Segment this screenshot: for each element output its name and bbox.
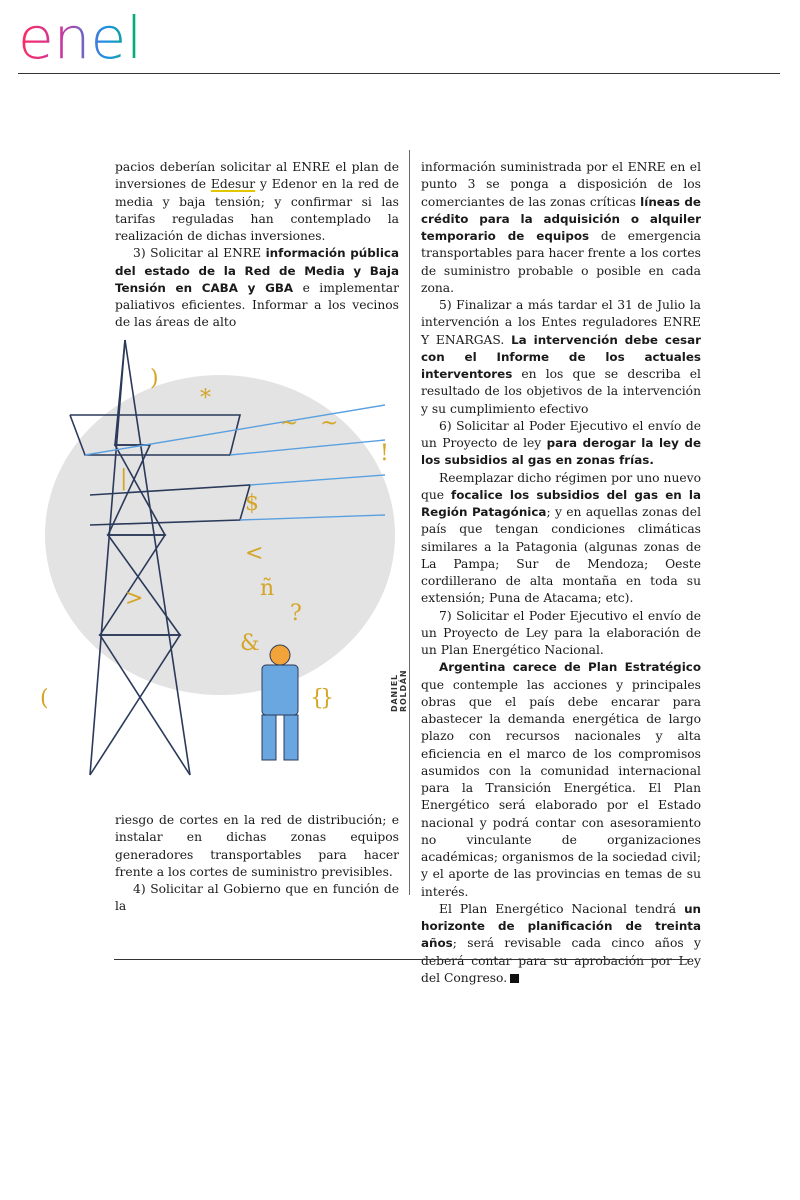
symbol-question: ? <box>290 601 302 626</box>
paragraph <box>421 659 701 901</box>
text-run: pacios deberían solicitar al ENRE el plan de inversiones de <box>115 160 399 192</box>
bold-text: La intervención debe cesar con el Informe de los actuales interventores <box>421 332 701 381</box>
paragraph <box>421 901 701 987</box>
symbol-brace-right: } <box>320 686 334 711</box>
symbol-paren: ( <box>40 686 49 711</box>
text-run: 3) Solicitar al ENRE <box>133 246 266 261</box>
symbol-dollar: $ <box>245 491 259 516</box>
logo-text: enel <box>18 6 143 66</box>
column-divider <box>409 150 410 895</box>
symbol-tilde-1: ~ <box>280 411 299 436</box>
paragraph <box>115 245 399 331</box>
bold-text: para derogar la ley de los subsidios al gas en zonas frías. <box>421 436 702 468</box>
footer-rule <box>114 959 690 960</box>
text-run: ; y en aquellas zonas del país que tengan condiciones climáticas similares a la Patagonia (algunas zonas de La Pampa; Sur de Mendoza; Oeste cordillerano de alta montaña en toda su extensión; Puna de Atacama; etc). <box>421 505 701 606</box>
symbol-enye: ñ <box>260 576 275 601</box>
symbol-brace-left: { <box>310 686 324 711</box>
text-run: y Edenor en la red de media y baja tensión; y confirmar si las tarifas reguladas han contemplado la realización de dichas inversiones. <box>115 177 399 243</box>
bold-text: información pública del estado de la Red de Media y Baja Tensión en CABA y GBA <box>115 246 399 295</box>
symbol-close-paren: ) <box>150 366 159 391</box>
symbol-tilde-2: ~ <box>320 411 339 436</box>
paragraph <box>421 470 701 608</box>
power-tower-illustration <box>30 335 410 795</box>
symbol-asterisk: * <box>200 386 211 411</box>
symbol-exclamation: ! <box>380 441 389 466</box>
symbol-ampersand: & <box>240 631 260 656</box>
text-run: en los que se describa el resultado de los objetivos de la intervención y su cumplimiento efectivo <box>421 367 701 416</box>
text-run: ; será revisable cada cinco años y deberá contar para su aprobación por Ley del Congreso. <box>421 936 701 985</box>
paragraph <box>421 608 701 660</box>
left-column-bottom <box>115 812 399 916</box>
text-run: de emergencia transportables para hacer frente a los cortes de suministro probable o posible en cada zona. <box>421 229 702 295</box>
symbol-bar: | <box>120 466 128 491</box>
symbol-greater-than: > <box>125 586 144 611</box>
text-run: 7) Solicitar el Poder Ejecutivo el envío de un Proyecto de Ley para la elaboración de un Plan Energético Nacional. <box>421 608 701 657</box>
left-column-top <box>115 159 399 332</box>
text-run: El Plan Energético Nacional tendrá <box>439 901 685 916</box>
bold-text: focalice los subsidios del gas en la Región Patagónica <box>421 487 701 519</box>
header-rule <box>18 73 780 74</box>
bold-text: un horizonte de planificación de treinta años <box>421 901 701 951</box>
text-run: 4) Solicitar al Gobierno que en función de la <box>115 882 399 914</box>
text-run: riesgo de cortes en la red de distribución; e instalar en dichas zonas equipos generadores transportables para hacer frente a los cortes de suministro previsibles. <box>115 813 399 879</box>
paragraph <box>421 418 701 470</box>
illustration-credit: DANIEL ROLDÁN <box>390 669 408 712</box>
text-run: Edesur <box>210 177 256 192</box>
text-run: que contemple las acciones y principales obras que el país debe encarar para abastecer la demanda energética de largo plazo con recursos nacionales y alta eficiencia en el marco de los compromisos asumidos con la comunidad internacional para la Transición Energética. El Plan Energético será elaborado por el Estado nacional y podrá contar con asesoramiento no vinculante de organizaciones académicas; organismos de la sociedad civil; y el aporte de las provincias en temas de su interés. <box>421 677 701 899</box>
paragraph <box>421 159 701 297</box>
symbol-less-than: < <box>245 541 264 566</box>
background-texture <box>45 375 395 695</box>
bold-text: líneas de crédito para la adquisición o alquiler temporario de equipos <box>421 194 701 243</box>
text-run: 6) Solicitar al Poder Ejecutivo el envío de un Proyecto de ley <box>421 418 701 450</box>
paragraph <box>115 812 399 881</box>
text-run: información suministrada por el ENRE en el punto 3 se ponga a disposición de los comerciantes de las zonas críticas <box>421 160 701 209</box>
paragraph <box>115 881 399 916</box>
paragraph <box>421 297 701 418</box>
right-column <box>421 159 701 987</box>
end-mark <box>510 974 519 983</box>
text-run: e implementar paliativos eficientes. Informar a los vecinos de las áreas de alto <box>115 280 399 330</box>
text-run: 5) Finalizar a más tardar el 31 de Julio la intervención a los Entes reguladores ENRE Y ENARGAS. <box>421 298 701 347</box>
bold-text: Argentina carece de Plan Estratégico <box>439 660 701 675</box>
paragraph <box>115 159 399 245</box>
text-run: Reemplazar dicho régimen por uno nuevo que <box>421 470 701 502</box>
enel-logo <box>18 6 188 66</box>
